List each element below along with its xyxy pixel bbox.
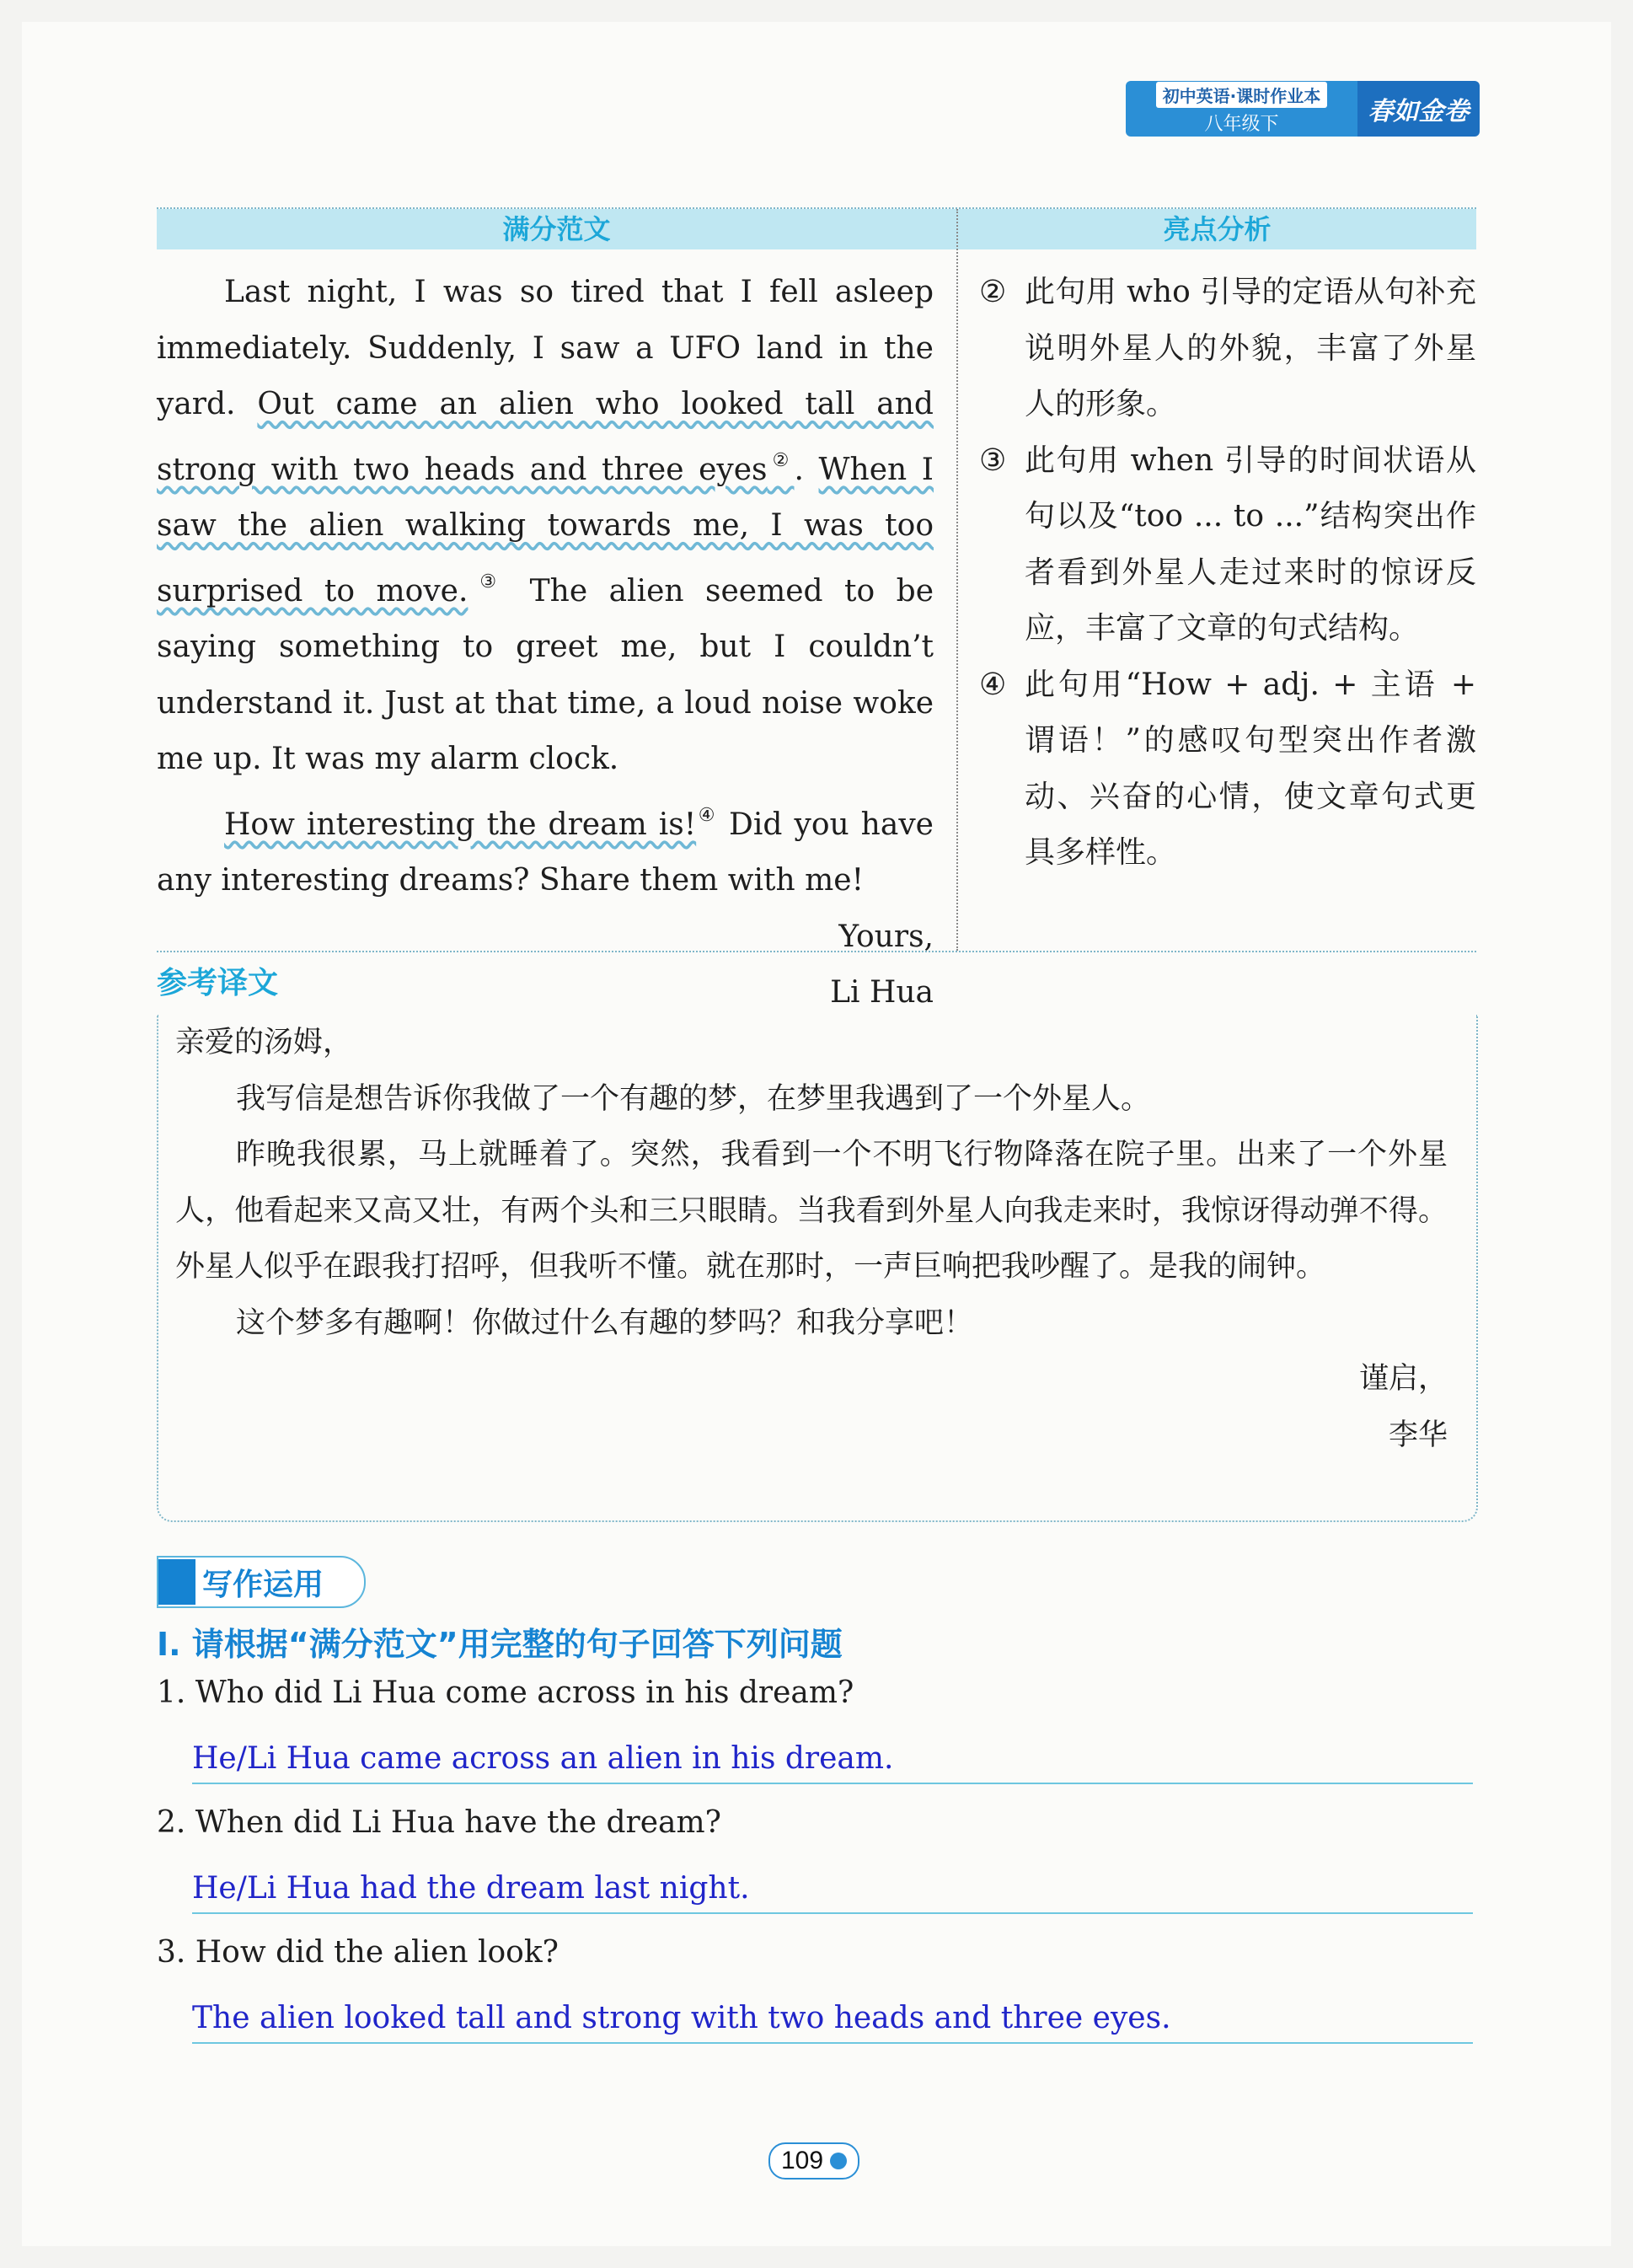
column-divider: [956, 209, 958, 951]
essay-text-run: Did you have any interesting dreams? Share them with me!: [157, 807, 934, 898]
analysis-item: [979, 433, 1476, 657]
translation-heading: 参考译文: [157, 966, 279, 1000]
footnote-marker: ③: [468, 571, 509, 592]
essay-text-run: The alien seemed to be saying something to greet me, but I couldn’t understand it. Just at that time, a loud noise woke me up. It was my alarm clock.: [157, 573, 934, 776]
answer-3: The alien looked tall and strong with two heads and three eyes.: [192, 2001, 1473, 2044]
essay-text-run: How interesting the dream is!: [224, 807, 697, 842]
answer-2: He/Li Hua had the dream last night.: [192, 1871, 1473, 1914]
translation-closing: 谨启，: [1358, 1362, 1448, 1396]
brand-logo: [1357, 81, 1480, 137]
task-instruction: I. 请根据“满分范文”用完整的句子回答下列问题: [157, 1626, 843, 1663]
table-header: [157, 209, 1476, 249]
analysis-number: ③: [979, 442, 1007, 478]
grade-label: 八年级下: [1204, 114, 1279, 135]
essay-text-run: Out came an alien who looked tall and strong with two heads and three eyes: [157, 387, 934, 487]
brand-name: 春如金卷: [1368, 97, 1470, 126]
analysis-text: 此句用“How + adj. + 主语 + 谓语！”的感叹句型突出作者激动、兴奋的心情，使文章句式更具多样性。: [1025, 667, 1476, 870]
section-tag: [157, 1556, 366, 1608]
model-essay-heading: 满分范文: [502, 213, 611, 245]
model-essay: [157, 265, 934, 1021]
essay-text-run: Last night, I was so tired that I fell asleep immediately. Suddenly, I saw a UFO land in the yard.: [157, 275, 934, 421]
section-title: 写作运用: [202, 1567, 324, 1602]
book-header-badge: [1126, 81, 1480, 137]
answer-1: He/Li Hua came across an alien in his dream.: [192, 1741, 1473, 1784]
translation-paragraph-1: 我写信是想告诉你我做了一个有趣的梦，在梦里我遇到了一个外星人。: [236, 1081, 1151, 1116]
analysis-text: 此句用 who 引导的定语从句补充说明外星人的外貌，丰富了外星人的形象。: [1025, 275, 1476, 421]
highlight-sentence-4: [224, 807, 696, 842]
page-dot-icon: [830, 2153, 847, 2169]
section-marker-icon: [158, 1559, 195, 1605]
essay-paragraph-2: [157, 788, 934, 909]
series-title: 初中英语·课时作业本: [1156, 82, 1328, 108]
badge-series-block: [1126, 81, 1357, 137]
page-number-badge: [768, 2142, 859, 2180]
translation-signature: 李华: [1388, 1418, 1448, 1452]
translation-text: [175, 1015, 1448, 1463]
question-2: 2. When did Li Hua have the dream?: [157, 1805, 721, 1840]
analysis-column: [979, 265, 1476, 882]
essay-text-run: When I saw the alien walking towards me, I was too surprised to move.: [157, 452, 934, 609]
page-number: 109: [780, 2147, 824, 2174]
translation-box: [157, 1015, 1478, 1522]
highlight-analysis-heading: 亮点分析: [1163, 213, 1272, 245]
analysis-number: ②: [979, 275, 1007, 309]
analysis-number: ④: [979, 667, 1007, 702]
translation-paragraph-2: 昨晚我很累，马上就睡着了。突然，我看到一个不明飞行物降落在院子里。出来了一个外星人，他看起来又高又壮，有两个头和三只眼睛。当我看到外星人向我走来时，我惊讶得动弹不得。外星人似乎在跟我打招呼，但我听不懂。就在那时，一声巨响把我吵醒了。是我的闹钟。: [175, 1138, 1448, 1284]
translation-paragraph-3: 这个梦多有趣啊！你做过什么有趣的梦吗？和我分享吧！: [236, 1306, 974, 1340]
footnote-marker: ②: [767, 449, 795, 471]
analysis-item: [979, 265, 1476, 433]
footnote-marker: ④: [696, 804, 718, 826]
essay-signature: Li Hua: [830, 975, 934, 1010]
analysis-item: [979, 657, 1476, 882]
question-1: 1. Who did Li Hua come across in his dream?: [157, 1676, 854, 1710]
essay-paragraph-1: [157, 265, 934, 788]
analysis-text: 此句用 when 引导的时间状语从句以及“too ... to ...”结构突出作者看到外星人走过来时的惊讶反应，丰富了文章的句式结构。: [1025, 442, 1476, 646]
essay-closing: Yours,: [838, 919, 934, 954]
translation-greeting: 亲爱的汤姆，: [175, 1026, 353, 1059]
essay-text-run: .: [794, 452, 819, 487]
question-3: 3. How did the alien look?: [157, 1935, 559, 1970]
